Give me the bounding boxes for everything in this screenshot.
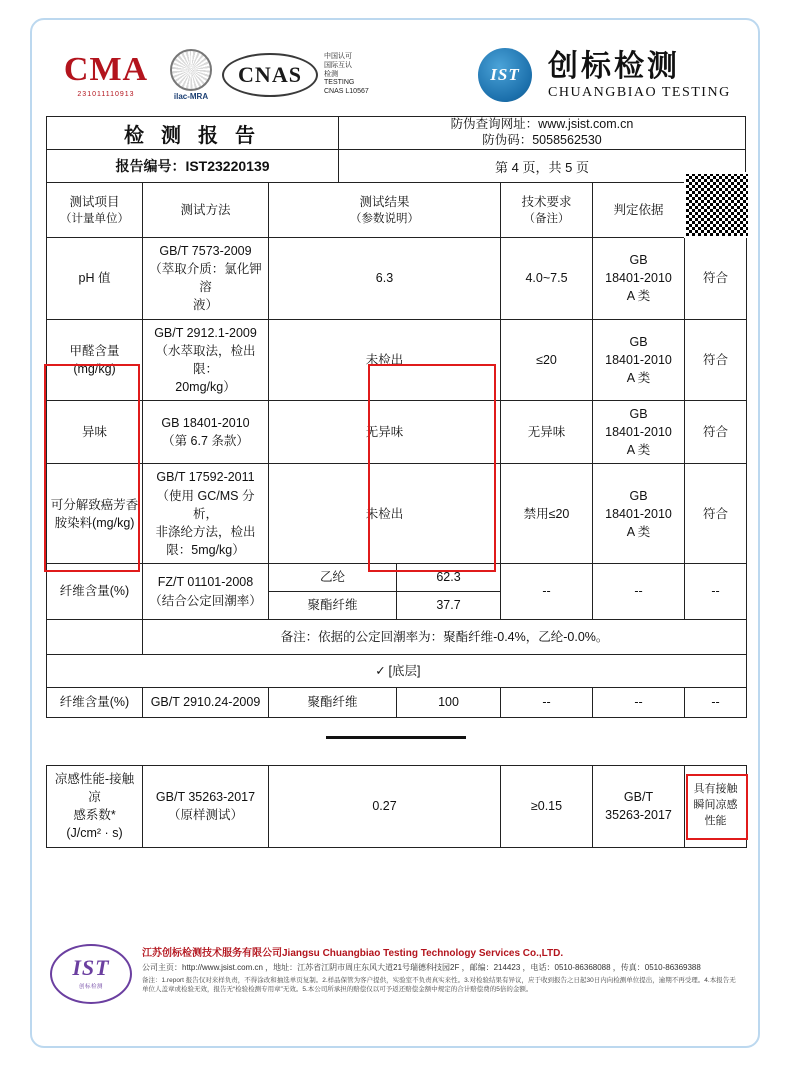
cnas-side-line-3: 检测 bbox=[324, 70, 338, 78]
header-item bbox=[47, 183, 143, 238]
row-formaldehyde-method-l3: 20mg/kg） bbox=[175, 379, 236, 394]
row-bottom-item: 纤维含量(%) bbox=[47, 688, 143, 718]
row-odour-basis-l3: A 类 bbox=[626, 443, 651, 458]
row-ph-basis bbox=[593, 238, 685, 320]
row-azo-method-l2: （使用 GC/MS 分析， bbox=[156, 488, 255, 521]
cool-result: 0.27 bbox=[269, 766, 501, 848]
report-number-row bbox=[47, 149, 338, 182]
seal-icon bbox=[50, 944, 132, 1004]
row-bottom-result-value: 100 bbox=[397, 688, 501, 718]
row-fiber-sub2-name: 聚酯纤维 bbox=[269, 592, 397, 620]
row-fiber-sub2-value: 37.7 bbox=[397, 592, 501, 620]
row-azo-conclusion: 符合 bbox=[685, 464, 747, 564]
row-odour-result: 无异味 bbox=[269, 401, 501, 464]
anti-fake-code: 防伪码：5058562530 bbox=[482, 133, 602, 147]
cool-requirement: ≥0.15 bbox=[501, 766, 593, 848]
table-row bbox=[47, 688, 747, 718]
row-azo-method bbox=[143, 464, 269, 564]
row-azo-method-l3: 非涤纶方法，检出 bbox=[155, 524, 256, 539]
row-azo-method-l4: 限：5mg/kg） bbox=[166, 542, 245, 557]
report-title: 检 测 报 告 bbox=[124, 124, 261, 147]
cnas-logo bbox=[222, 53, 318, 97]
header-item-l1: 测试项目 bbox=[69, 194, 120, 209]
cooling-performance-table bbox=[46, 765, 747, 848]
header-item-l2: （计量单位） bbox=[60, 212, 129, 225]
row-fiber-item: 纤维含量(%) bbox=[47, 564, 143, 620]
table-row bbox=[47, 319, 747, 401]
cool-item-l2: 感系数* bbox=[73, 808, 116, 823]
table-row bbox=[47, 238, 747, 320]
header-logo-row bbox=[46, 34, 746, 116]
ilac-ring-icon bbox=[170, 49, 212, 91]
row-ph-requirement: 4.0~7.5 bbox=[501, 238, 593, 320]
cool-conclusion-l1: 具有接触 bbox=[693, 783, 738, 796]
row-fiber-conclusion: -- bbox=[685, 564, 747, 620]
layer-label-cell bbox=[47, 655, 747, 688]
cnas-side-line-4: TESTING bbox=[324, 79, 355, 87]
row-ph-method-l1: GB/T 7573-2009 bbox=[159, 244, 252, 258]
row-formaldehyde-method bbox=[143, 319, 269, 401]
cma-number: 231011110913 bbox=[77, 90, 135, 98]
row-formaldehyde-basis-l1: GB bbox=[629, 334, 648, 349]
row-odour-conclusion: 符合 bbox=[685, 401, 747, 464]
row-azo-item-l1: 可分解致癌芳香 bbox=[50, 497, 139, 512]
footer-company: 江苏创标检测技术服务有限公司Jiangsu Chuangbiao Testing Technology Services Co.,LTD. bbox=[142, 947, 564, 959]
row-ph-method-l2: （萃取介质：氯化钾溶 bbox=[149, 262, 262, 295]
row-azo-basis-l3: A 类 bbox=[626, 524, 651, 539]
ilac-label: ilac-MRA bbox=[173, 91, 209, 101]
table-row bbox=[47, 766, 747, 848]
row-azo-basis bbox=[593, 464, 685, 564]
row-formaldehyde-result: 未检出 bbox=[269, 319, 501, 401]
table-header-row bbox=[47, 183, 747, 238]
table-row bbox=[47, 564, 747, 592]
row-ph-item: pH 值 bbox=[47, 238, 143, 320]
cool-conclusion bbox=[685, 766, 747, 848]
table-note-row bbox=[47, 620, 747, 655]
cool-item bbox=[47, 766, 143, 848]
report-inner bbox=[46, 34, 746, 1004]
cool-method-l2: （原样测试） bbox=[167, 808, 243, 823]
row-formaldehyde-requirement: ≤20 bbox=[501, 319, 593, 401]
footer-block bbox=[46, 944, 746, 1004]
row-fiber-sub1-name: 乙纶 bbox=[269, 564, 397, 592]
table-layer-row bbox=[47, 655, 747, 688]
company-name-block bbox=[548, 50, 731, 101]
cool-method bbox=[143, 766, 269, 848]
row-odour-method bbox=[143, 401, 269, 464]
row-azo-result: 未检出 bbox=[269, 464, 501, 564]
ist-logo-icon: IST bbox=[478, 48, 532, 102]
cnas-side-line-5: CNAS L10567 bbox=[324, 88, 369, 96]
layer-check-icon: ✓ bbox=[375, 663, 386, 678]
row-bottom-requirement: -- bbox=[501, 688, 593, 718]
row-ph-basis-l1: GB bbox=[629, 253, 648, 268]
page-of-text: 第 4 页，共 5 页 bbox=[495, 159, 589, 175]
row-odour-basis-l2: 18401-2010 bbox=[605, 425, 672, 440]
cool-basis-l1: GB/T bbox=[623, 790, 654, 805]
header-basis-l1: 判定依据 bbox=[613, 202, 664, 217]
row-formaldehyde-method-l2: （水萃取法，检出限： bbox=[155, 343, 256, 376]
row-fiber-basis: -- bbox=[593, 564, 685, 620]
cool-basis-l2: 35263-2017 bbox=[605, 808, 672, 823]
row-azo-basis-l2: 18401-2010 bbox=[605, 506, 672, 521]
report-title-row bbox=[47, 117, 338, 149]
header-method bbox=[143, 183, 269, 238]
row-odour-basis-l1: GB bbox=[629, 407, 648, 421]
row-fiber-sub1-value: 62.3 bbox=[397, 564, 501, 592]
footer-seal bbox=[50, 944, 136, 1004]
row-formaldehyde-item bbox=[47, 319, 143, 401]
ist-brand bbox=[478, 48, 731, 102]
cnas-mark-text: CNAS bbox=[222, 53, 318, 97]
row-bottom-conclusion: -- bbox=[685, 688, 747, 718]
row-formaldehyde-conclusion: 符合 bbox=[685, 319, 747, 401]
layer-label: [底层] bbox=[388, 663, 421, 678]
footer-notes: 备注：1.report 报告仅对来样负责，不得涂改和抽选单页复制。2.样品保管为客户提供，实验室不负责真实来性。3.对检验结果有异议，应于收到报告之日起30日内向检测单位提出，逾期不再受理。4.本报告无单位人盖章或检验无效，报告无“检验检测专用章”无效。5.本公司所承担的赔偿仅以可予返还赔偿金额中规定的合计赔偿费的5倍的金额。 bbox=[142, 976, 736, 993]
header-req-l1: 技术要求 bbox=[521, 194, 572, 209]
cnas-side-line-2: 国际互认 bbox=[324, 61, 352, 69]
row-odour-method-l1: GB 18401-2010 bbox=[161, 416, 250, 431]
row-odour-requirement: 无异味 bbox=[501, 401, 593, 464]
row-formaldehyde-basis-l3: A 类 bbox=[626, 370, 651, 385]
row-ph-method-l3: 液） bbox=[192, 298, 218, 313]
cnas-side-line-1: 中国认可 bbox=[324, 53, 352, 61]
row-azo-method-l1: GB/T 17592-2011 bbox=[156, 470, 255, 485]
row-formaldehyde-basis-l2: 18401-2010 bbox=[605, 352, 672, 367]
cool-basis bbox=[593, 766, 685, 848]
row-ph-basis-l3: A 类 bbox=[626, 289, 651, 304]
row-fiber-method-l2: （结合公定回潮率） bbox=[149, 593, 262, 608]
row-ph-method bbox=[143, 238, 269, 320]
cool-conclusion-l2: 瞬间凉感 bbox=[693, 799, 738, 812]
header-result-l2: （参数说明） bbox=[350, 212, 419, 225]
report-page bbox=[30, 18, 760, 1048]
row-bottom-result-name: 聚酯纤维 bbox=[269, 688, 397, 718]
row-azo-item-l2: 胺染料(mg/kg) bbox=[54, 515, 135, 530]
row-formaldehyde-item-l1: 甲醛含量 bbox=[69, 343, 120, 358]
row-fiber-method-l1: FZ/T 01101-2008 bbox=[157, 575, 254, 590]
header-basis bbox=[593, 183, 685, 238]
row-azo-basis-l1: GB bbox=[629, 488, 648, 503]
row-azo-item bbox=[47, 464, 143, 564]
cool-item-l1: 凉感性能-接触凉 bbox=[54, 772, 135, 805]
title-block bbox=[46, 116, 746, 182]
qr-code bbox=[684, 172, 750, 238]
cma-logo bbox=[52, 50, 160, 98]
row-fiber-method bbox=[143, 564, 269, 620]
footer-contact: 公司主页：http://www.jsist.com.cn ，地址：江苏省江阴市周庄东风大道21号瑞德科技园2F ，邮编：214423 ，电话：0510-86368088 ，传真：0510-86369388 bbox=[142, 962, 701, 972]
cma-mark-text: CMA bbox=[63, 50, 149, 88]
row-ph-basis-l2: 18401-2010 bbox=[605, 271, 672, 286]
table-row bbox=[47, 464, 747, 564]
row-odour-method-l2: （第 6.7 条款） bbox=[162, 434, 249, 449]
footer-text bbox=[142, 944, 742, 995]
row-odour-basis bbox=[593, 401, 685, 464]
row-bottom-basis: -- bbox=[593, 688, 685, 718]
header-result bbox=[269, 183, 501, 238]
report-number: 报告编号：IST23220139 bbox=[115, 158, 270, 174]
row-formaldehyde-method-l1: GB/T 2912.1-2009 bbox=[154, 325, 257, 340]
section-divider bbox=[326, 736, 466, 739]
company-name-en: CHUANGBIAO TESTING bbox=[548, 84, 731, 100]
seal-sub-text: 创标检测 bbox=[78, 984, 103, 990]
row-formaldehyde-basis bbox=[593, 319, 685, 401]
row-odour-item: 异味 bbox=[47, 401, 143, 464]
cnas-side-text bbox=[324, 53, 410, 97]
cool-item-l3: (J/cm² · s) bbox=[66, 826, 123, 841]
table-row bbox=[47, 401, 747, 464]
anti-fake-block bbox=[339, 117, 745, 149]
row-bottom-method: GB/T 2910.24-2009 bbox=[143, 688, 269, 718]
row-fiber-requirement: -- bbox=[501, 564, 593, 620]
table-note-text: 备注：依据的公定回潮率为：聚酯纤维-0.4%，乙纶-0.0%。 bbox=[143, 620, 747, 655]
row-formaldehyde-item-l2: (mg/kg) bbox=[73, 361, 116, 376]
row-azo-requirement: 禁用≤20 bbox=[501, 464, 593, 564]
ilac-mra-logo bbox=[160, 49, 222, 102]
row-ph-conclusion: 符合 bbox=[685, 238, 747, 320]
header-requirement bbox=[501, 183, 593, 238]
header-req-l2: （备注） bbox=[523, 212, 570, 225]
results-table bbox=[46, 182, 747, 718]
cool-method-l1: GB/T 35263-2017 bbox=[155, 790, 256, 805]
company-name-cn: 创标检测 bbox=[548, 49, 680, 83]
seal-main-text: IST bbox=[72, 955, 110, 980]
cool-conclusion-l3: 性能 bbox=[704, 815, 727, 828]
title-left-cell bbox=[47, 117, 339, 182]
header-result-l1: 测试结果 bbox=[359, 194, 410, 209]
row-ph-result: 6.3 bbox=[269, 238, 501, 320]
header-method-l1: 测试方法 bbox=[180, 202, 231, 217]
anti-fake-url: 防伪查询网址：www.jsist.com.cn bbox=[450, 117, 634, 132]
